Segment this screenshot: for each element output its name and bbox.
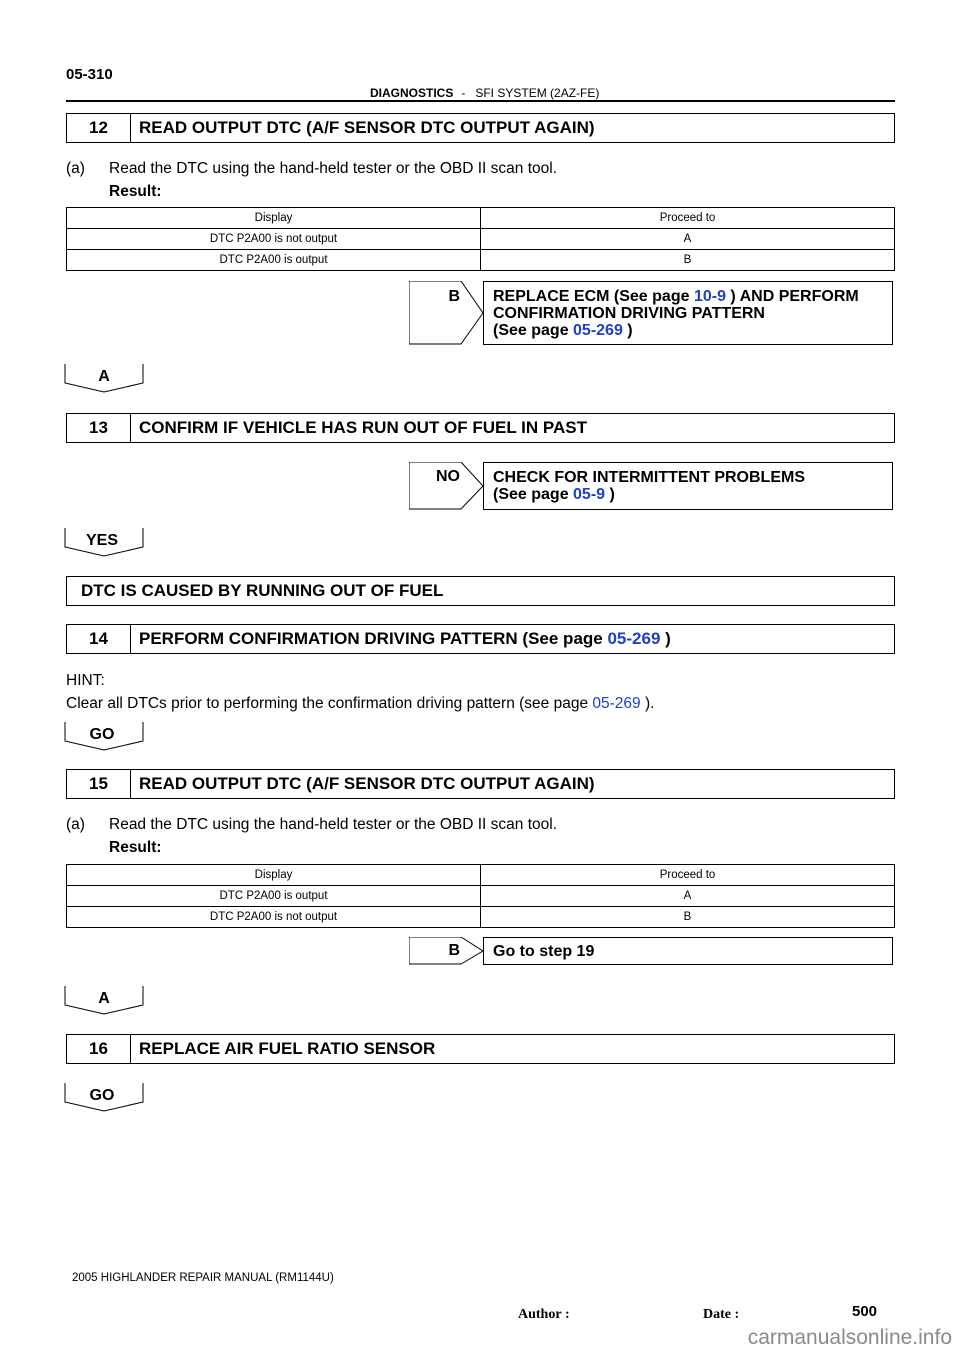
page-code: 05-310 [66, 66, 113, 83]
step-15-para: Read the DTC using the hand-held tester or the OBD II scan tool. [109, 816, 558, 833]
step-title: READ OUTPUT DTC (A/F SENSOR DTC OUTPUT AGAIN) [139, 774, 595, 793]
step-number: 12 [67, 114, 131, 142]
step-13-box [66, 413, 895, 443]
table-cell: DTC P2A00 is output [67, 886, 481, 907]
cause-title: DTC IS CAUSED BY RUNNING OUT OF FUEL [81, 581, 444, 600]
cause-box [66, 576, 895, 606]
page-link[interactable]: 05-269 [607, 629, 661, 648]
section-title: DIAGNOSTICS [370, 86, 454, 100]
step-14-box [66, 624, 895, 654]
action-line [493, 486, 892, 503]
branch-label: NO [436, 468, 460, 485]
table-row [67, 886, 895, 907]
title-text: ) [660, 629, 671, 648]
table-header-row [67, 865, 895, 886]
page-link[interactable]: 05-9 [573, 486, 606, 503]
step-12-result-label: Result: [109, 183, 162, 200]
step-15-action-box [483, 937, 893, 965]
flow-tag-label: A [98, 368, 110, 385]
step-15-box [66, 769, 895, 799]
step-number: 16 [67, 1035, 131, 1063]
step-12-para-label: (a) [66, 160, 85, 177]
action-line: CHECK FOR INTERMITTENT PROBLEMS [493, 469, 805, 486]
page-link[interactable]: 05-269 [592, 695, 641, 712]
step-13-action-box [483, 462, 893, 510]
action-text: (See page [493, 486, 574, 503]
table-cell: B [481, 907, 895, 928]
subsection-title: SFI SYSTEM (2AZ-FE) [475, 86, 600, 100]
step-15-para-label: (a) [66, 816, 85, 833]
action-line [493, 288, 892, 305]
step-12-box [66, 113, 895, 143]
action-text: ) [622, 322, 633, 339]
action-text: ) AND PERFORM [725, 288, 859, 305]
step-15-result-table [66, 864, 895, 928]
step-number: 13 [67, 414, 131, 442]
page-link[interactable]: 10-9 [693, 288, 726, 305]
step-number: 15 [67, 770, 131, 798]
flow-tag-label: A [98, 990, 110, 1007]
hint-body: ). [640, 695, 655, 712]
step-title [139, 625, 671, 653]
author-label: Author : [518, 1307, 570, 1322]
table-header: Display [67, 865, 481, 886]
table-header-row [67, 208, 895, 229]
table-cell: B [481, 250, 895, 271]
action-line [493, 322, 892, 339]
page-number: 500 [852, 1303, 878, 1320]
title-text: PERFORM CONFIRMATION DRIVING PATTERN (See page [139, 629, 608, 648]
step-12-para: Read the DTC using the hand-held tester or the OBD II scan tool. [109, 160, 558, 177]
step-title: READ OUTPUT DTC (A/F SENSOR DTC OUTPUT AGAIN) [139, 118, 595, 137]
table-cell: A [481, 886, 895, 907]
flow-tag-label: GO [89, 1087, 115, 1104]
table-row [67, 250, 895, 271]
branch-label: B [448, 288, 460, 305]
table-header: Proceed to [481, 208, 895, 229]
flow-tag-label: GO [89, 726, 115, 743]
action-text: (See page [493, 322, 574, 339]
hint-body: Clear all DTCs prior to performing the confirmation driving pattern (see page [66, 695, 593, 712]
table-cell: DTC P2A00 is not output [67, 229, 481, 250]
step-title: CONFIRM IF VEHICLE HAS RUN OUT OF FUEL IN PAST [139, 418, 587, 437]
step-title: REPLACE AIR FUEL RATIO SENSOR [139, 1039, 436, 1058]
manual-title: 2005 HIGHLANDER REPAIR MANUAL (RM1144U) [72, 1272, 334, 1284]
table-row [67, 907, 895, 928]
step-12-action-box [483, 281, 893, 345]
date-label: Date : [703, 1307, 740, 1322]
hint-label: HINT: [66, 672, 105, 689]
step-12-result-table [66, 207, 895, 271]
table-header: Proceed to [481, 865, 895, 886]
step-number: 14 [67, 625, 131, 653]
action-text: REPLACE ECM (See page [493, 288, 694, 305]
header-rule [66, 100, 895, 102]
action-line: Go to step 19 [493, 943, 595, 960]
watermark: carmanualsonline.info [747, 1326, 952, 1349]
flow-tag-label: YES [85, 532, 118, 549]
table-cell: DTC P2A00 is not output [67, 907, 481, 928]
action-text: ) [605, 486, 615, 503]
table-cell: A [481, 229, 895, 250]
step-16-box [66, 1034, 895, 1064]
table-cell: DTC P2A00 is output [67, 250, 481, 271]
hint-text [66, 695, 654, 713]
table-row [67, 229, 895, 250]
step-15-result-label: Result: [109, 839, 162, 856]
section-header [370, 86, 599, 100]
header-dash: - [461, 86, 466, 100]
page-link[interactable]: 05-269 [573, 322, 623, 339]
branch-label: B [448, 942, 460, 959]
table-header: Display [67, 208, 481, 229]
action-line: CONFIRMATION DRIVING PATTERN [493, 305, 765, 322]
